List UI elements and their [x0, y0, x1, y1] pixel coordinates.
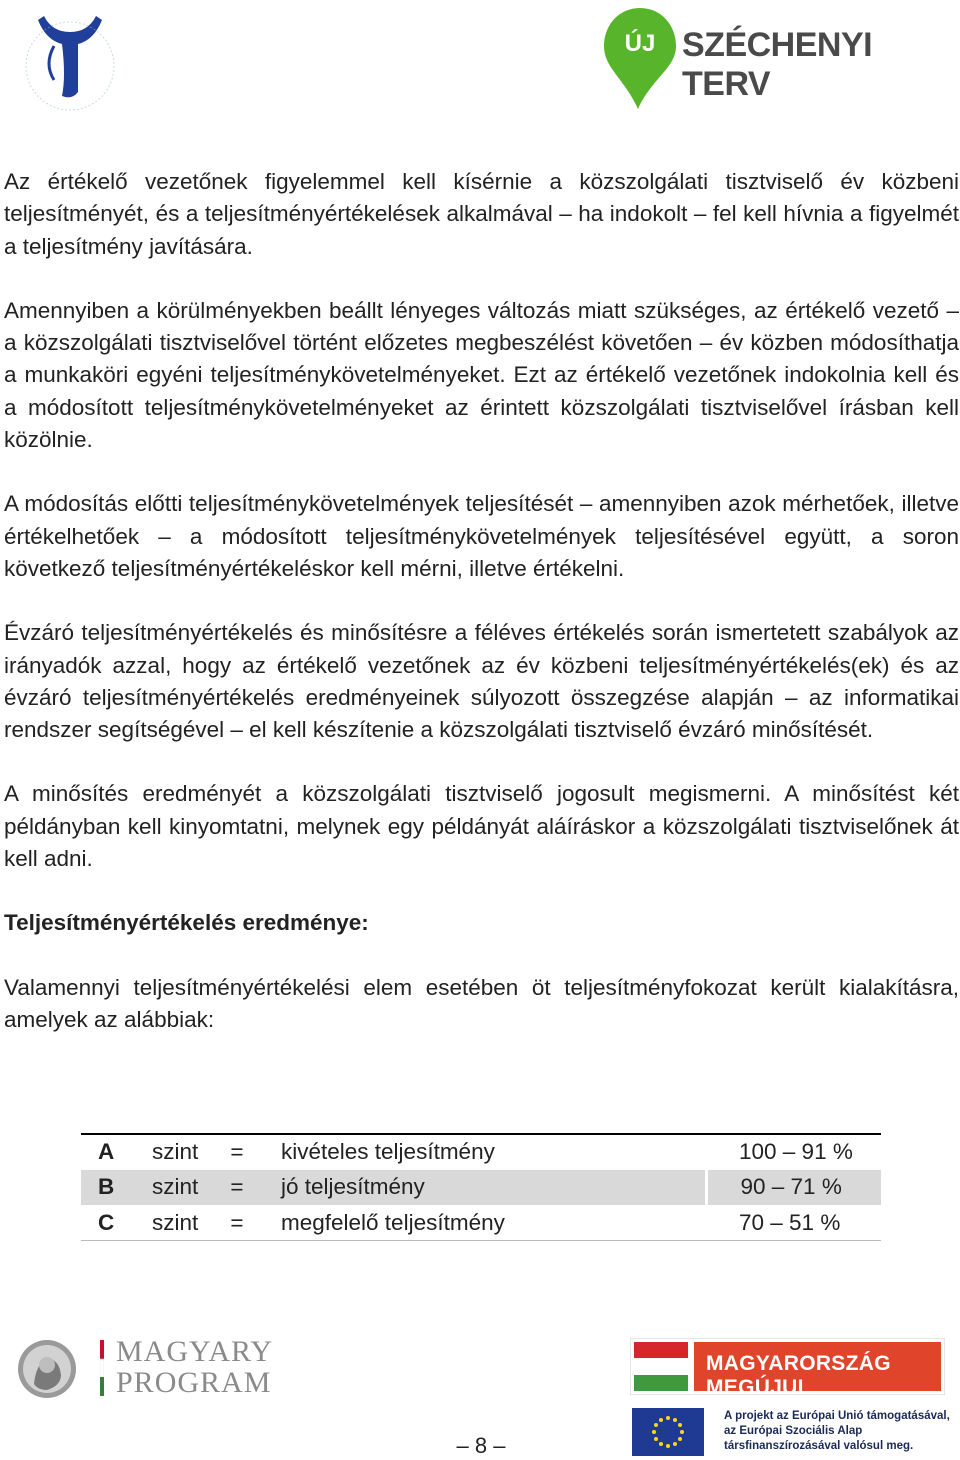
grade-equals: =	[213, 1205, 261, 1241]
paragraph-4: Évzáró teljesítményértékelés és minősítésre a féléves értékelés során ismertetett szabályok az irányadók azzal, hogy az értékelő vezetőnek az év közbeni teljesítményértékelés(ek) és az évzáró teljesítményértékelés eredményeinek súlyozott összegzése alapján – az informatikai rendszer segítségével – el kell készítenie a közszolgálati tisztviselő évzáró minősítését.	[4, 620, 959, 743]
grade-szint: szint	[152, 1139, 199, 1165]
magyarorszag-megujul-banner	[630, 1338, 945, 1399]
szechenyi-badge: ÚJ	[624, 30, 656, 57]
grade-letter: C	[81, 1205, 133, 1241]
grade-letter: B	[81, 1170, 133, 1206]
grades-table	[81, 1133, 881, 1241]
eu-flag-icon	[632, 1408, 704, 1456]
eu-funding-text	[724, 1409, 950, 1454]
table-row	[81, 1170, 881, 1206]
magyary-line-2: PROGRAM	[116, 1366, 272, 1399]
magyary-portrait-icon	[16, 1338, 78, 1400]
intro-paragraph: Valamennyi teljesítményértékelési elem esetében öt teljesítményfokozat került kialakításra, amelyek az alábbiak:	[4, 974, 959, 1032]
szechenyi-title: SZÉCHENYI TERV	[682, 26, 873, 103]
table-row	[81, 1134, 881, 1170]
grade-szint: szint	[133, 1205, 213, 1241]
szechenyi-terv-logo	[600, 6, 950, 111]
grade-description: megfelelő teljesítmény	[261, 1205, 706, 1241]
document-body	[4, 166, 959, 1068]
banner-text: MAGYARORSZÁG MEGÚJUL	[706, 1352, 891, 1399]
page-number: – 8 –	[456, 1433, 506, 1458]
grade-equals: =	[230, 1139, 244, 1165]
grade-range: 70 – 51 %	[706, 1205, 881, 1241]
magyary-title	[116, 1336, 273, 1398]
grade-szint: szint	[133, 1170, 213, 1206]
section-heading: Teljesítményértékelés eredménye:	[4, 910, 369, 936]
paragraph-3: A módosítás előtti teljesítménykövetelmények teljesítését – amennyiben azok mérhetőek, illetve értékelhetőek – a módosított teljesítménykövetelmények teljesítésével együtt, a soron következő teljesítményértékeléskor kell mérni, illetve értékelni.	[4, 491, 959, 581]
eu-text-line-2: az Európai Szociális Alap	[724, 1425, 863, 1437]
magyary-line-1: MAGYARY	[116, 1335, 274, 1368]
location-pin-icon	[602, 6, 678, 111]
hungarian-flag-icon	[634, 1342, 688, 1391]
grade-description: kivételes teljesítmény	[281, 1139, 495, 1165]
magyary-program-logo	[16, 1334, 274, 1404]
eu-funding-block	[630, 1338, 950, 1460]
grade-letter: A	[98, 1139, 115, 1165]
paragraph-1: Az értékelő vezetőnek figyelemmel kell kísérnie a közszolgálati tisztviselő év közbeni teljesítményét, és a teljesítményértékelések alkalmával – ha indokolt – fel kell hívnia a figyelmét a teljesítmény javítására.	[4, 169, 959, 259]
grade-equals: =	[213, 1170, 261, 1206]
paragraph-2: Amennyiben a körülményekben beállt lényeges változás miatt szükséges, az értékelő vezető – a közszolgálati tisztviselővel történt előzetes megbeszélést követően – év közben módosíthatja a munkaköri egyéni teljesítménykövetelményeket. Ezt az értékelő vezetőnek indokolnia kell és a módosított teljesítménykövetelményeket az érintett közszolgálati tisztviselővel írásban kell közölnie.	[4, 297, 959, 453]
oep-emblem-icon	[14, 6, 126, 114]
tricolor-bar	[100, 1340, 104, 1396]
paragraph-5: A minősítés eredményét a közszolgálati tisztviselő jogosult megismerni. A minősítést két példányban kell kinyomtatni, melynek egy példányát aláíráskor a közszolgálati tisztviselőnek át kell adni.	[4, 781, 959, 872]
grade-description: jó teljesítmény	[261, 1170, 706, 1206]
table-row	[81, 1205, 881, 1241]
oep-logo	[14, 6, 126, 114]
grade-range: 90 – 71 %	[706, 1170, 881, 1206]
grade-range: 100 – 91 %	[739, 1139, 853, 1165]
eu-text-line-3: társfinanszírozásával valósul meg.	[724, 1440, 914, 1452]
eu-text-line-1: A projekt az Európai Unió támogatásával,	[724, 1410, 950, 1422]
